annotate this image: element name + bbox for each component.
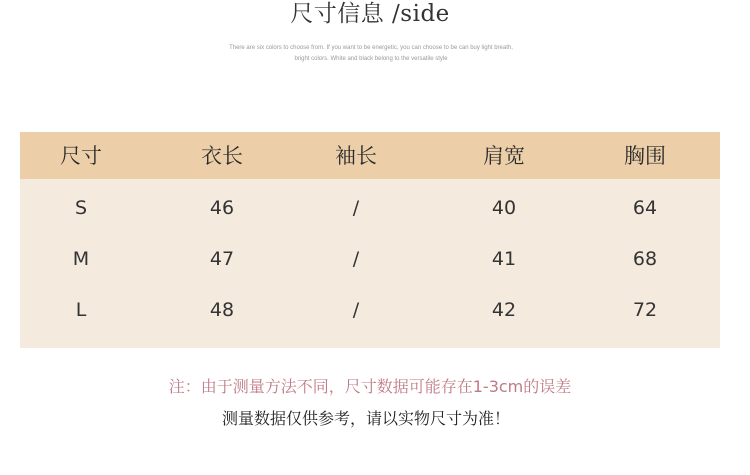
table-cell: 40 (491, 197, 517, 219)
title-english: /side (392, 1, 450, 27)
table-cell: M (72, 248, 90, 270)
table-row (20, 298, 720, 322)
subtitle-line-1: There are six colors to choose from. If you want to be energetic, you can choose to be can buy light breath, (229, 45, 513, 51)
header-cell-sleeve: 袖长 (335, 144, 377, 168)
header-cell-length: 衣长 (201, 144, 243, 168)
table-header (20, 132, 720, 179)
header-cell-shoulder: 肩宽 (483, 144, 525, 168)
page-title (0, 0, 740, 28)
table-cell: 72 (632, 299, 658, 321)
table-row (20, 247, 720, 271)
subtitle-line-2: bright colors. White and black belong to the versatile style (294, 56, 448, 62)
table-cell: 41 (491, 248, 517, 270)
table-cell: / (352, 248, 360, 270)
measurement-error-note: 注：由于测量方法不同，尺寸数据可能存在1-3cm的误差 (168, 377, 572, 396)
subtitle (0, 43, 742, 65)
header-cell-chest: 胸围 (624, 144, 666, 168)
reference-note: 测量数据仅供参考，请以实物尺寸为准！ (221, 409, 510, 428)
table-row (20, 196, 720, 220)
table-cell: / (352, 299, 360, 321)
table-cell: 68 (632, 248, 658, 270)
table-cell: 48 (209, 299, 235, 321)
table-cell: 64 (632, 197, 658, 219)
title-chinese: 尺寸信息 (290, 1, 385, 27)
table-cell: S (74, 197, 88, 219)
table-cell: L (75, 299, 87, 321)
table-cell: 42 (491, 299, 517, 321)
table-cell: 46 (209, 197, 235, 219)
table-cell: / (352, 197, 360, 219)
size-table (20, 132, 720, 348)
table-cell: 47 (209, 248, 235, 270)
header-cell-size: 尺寸 (60, 144, 102, 168)
